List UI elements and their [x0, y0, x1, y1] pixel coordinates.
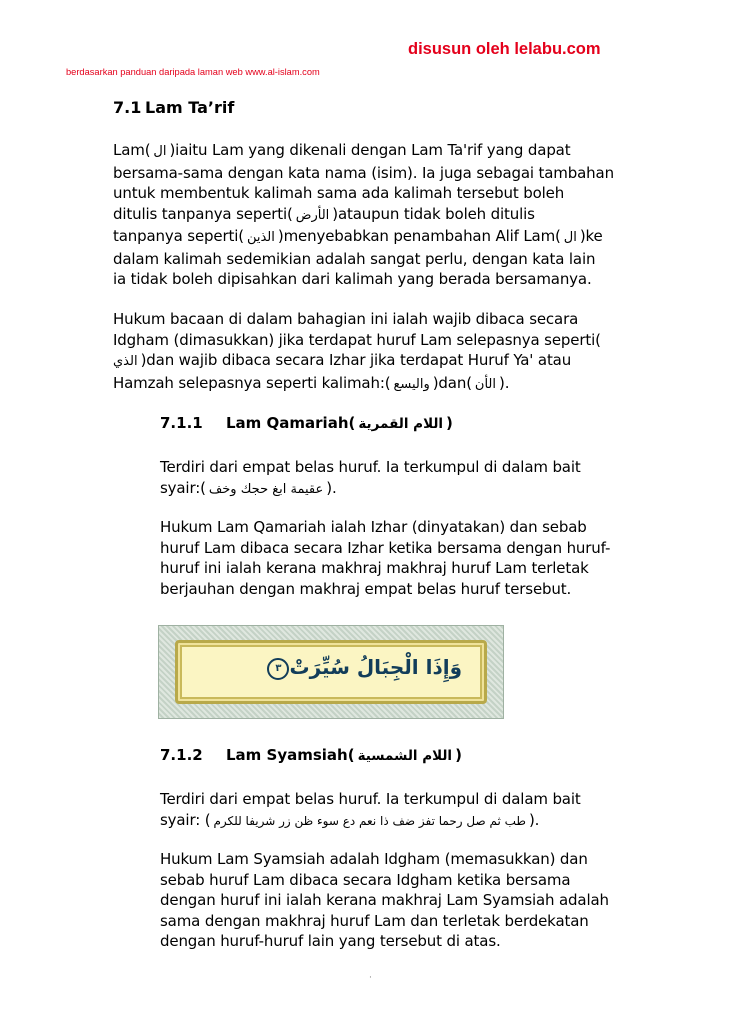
- arabic-term: الذين: [246, 230, 275, 245]
- text-line: bersama-sama dengan kata nama (isim). Ia juga sebagai tambahan: [113, 163, 614, 182]
- arabic-term: الأن: [474, 376, 497, 392]
- verse-text: وَإِذَا الْجِبَالُ سُيِّرَتْ٣: [261, 655, 462, 680]
- verse-panel: [175, 640, 487, 704]
- text-line: ia tidak boleh dipisahkan dari kalimah yang berada bersamanya.: [113, 270, 592, 288]
- text-line: dengan huruf ini ialah kerana makhraj Lam Syamsiah adalah: [160, 891, 609, 909]
- arabic-verse: طب ثم صل رحما تفز ضف ذا نعم دع سوء ظن زر شريفا للكرم: [213, 813, 526, 828]
- header-source: berdasarkan panduan daripada laman web www.al-islam.com: [66, 67, 320, 77]
- header-credit: disusun oleh lelabu.com: [408, 40, 601, 58]
- text-line: Terdiri dari empat belas huruf. Ia terkumpul di dalam bait: [160, 790, 581, 808]
- text-line: Hukum bacaan di dalam bahagian ini ialah wajib dibaca secara: [113, 310, 579, 328]
- arabic-term: ال: [563, 230, 577, 245]
- text-line: Hamzah selepasnya seperti kalimah:( واليسع )dan( الأن ).: [113, 373, 673, 396]
- text-line: syair: ( طب ثم صل رحما تفز ضف ذا نعم دع سوء ظن زر شريفا للكرم ).: [160, 810, 680, 832]
- section-number: 7.1.1: [160, 414, 203, 432]
- quran-verse-image: [158, 625, 504, 719]
- text-line: untuk membentuk kalimah sama ada kalimah tersebut boleh: [113, 184, 565, 202]
- section-7-1-2-paragraph-1: [160, 789, 680, 831]
- text-line: ditulis tanpanya seperti( الأرض )ataupun tidak boleh ditulis: [113, 204, 673, 227]
- section-7-1-paragraph-1: [113, 140, 673, 290]
- arabic-verse: عقيمة ابغ حجك وخف: [208, 481, 324, 497]
- text-line: Idgham (dimasukkan) jika terdapat huruf Lam selepasnya seperti(: [113, 330, 601, 349]
- section-title: Lam Ta’rif: [145, 98, 235, 117]
- arabic-term: واليسع: [393, 376, 430, 392]
- section-7-1-2-heading: 7.1.2 Lam Syamsiah( اللام الشمسية ): [160, 746, 462, 764]
- page-footer-mark: ·: [369, 973, 372, 983]
- section-number: 7.1: [113, 98, 142, 117]
- section-title: Lam Qamariah(: [226, 414, 356, 432]
- text-line: الذي )dan wajib dibaca secara Izhar jika terdapat Huruf Ya' atau: [113, 350, 673, 373]
- section-7-1-2-paragraph-2: [160, 849, 680, 952]
- arabic-title: اللام الشمسية: [357, 748, 453, 764]
- text-line: syair:( عقيمة ابغ حجك وخف ).: [160, 478, 680, 501]
- text-line: huruf ini ialah kerana makhraj makhraj huruf Lam terletak: [160, 559, 589, 577]
- text-line: dengan huruf-huruf lain yang tersebut di atas.: [160, 932, 501, 950]
- text-line: huruf Lam dibaca secara Izhar ketika bersama dengan huruf-: [160, 538, 611, 557]
- arabic-term: ال: [153, 144, 167, 159]
- section-7-1-paragraph-2: [113, 309, 673, 395]
- text-line: berjauhan dengan makhraj empat belas huruf tersebut.: [160, 579, 572, 598]
- section-7-1-heading: [113, 98, 234, 117]
- text-line: Terdiri dari empat belas huruf. Ia terkumpul di dalam bait: [160, 458, 581, 476]
- section-7-1-1-heading: 7.1.1 Lam Qamariah( اللام القمرية ): [160, 414, 453, 432]
- verse-number-mark: ٣: [267, 658, 289, 680]
- section-title: Lam Syamsiah(: [226, 746, 355, 764]
- text-line: Hukum Lam Qamariah ialah Izhar (dinyatakan) dan sebab: [160, 518, 587, 536]
- text-line: Lam( ال )iaitu Lam yang dikenali dengan Lam Ta'rif yang dapat: [113, 140, 673, 163]
- arabic-term: الأرض: [295, 207, 330, 223]
- section-7-1-1-paragraph-1: [160, 457, 680, 500]
- section-number: 7.1.2: [160, 746, 203, 764]
- text-line: dalam kalimah sedemikian adalah sangat perlu, dengan kata lain: [113, 249, 596, 268]
- text-line: sama dengan makhraj huruf Lam dan terletak berdekatan: [160, 911, 589, 930]
- text-line: Hukum Lam Syamsiah adalah Idgham (memasukkan) dan: [160, 850, 588, 868]
- arabic-term: الذي: [113, 354, 138, 369]
- text-line: tanpanya seperti( الذين )menyebabkan penambahan Alif Lam( ال )ke: [113, 226, 673, 249]
- text-line: sebab huruf Lam dibaca secara Idgham ketika bersama: [160, 870, 571, 889]
- section-7-1-1-paragraph-2: [160, 517, 680, 599]
- arabic-title: اللام القمرية: [358, 416, 444, 432]
